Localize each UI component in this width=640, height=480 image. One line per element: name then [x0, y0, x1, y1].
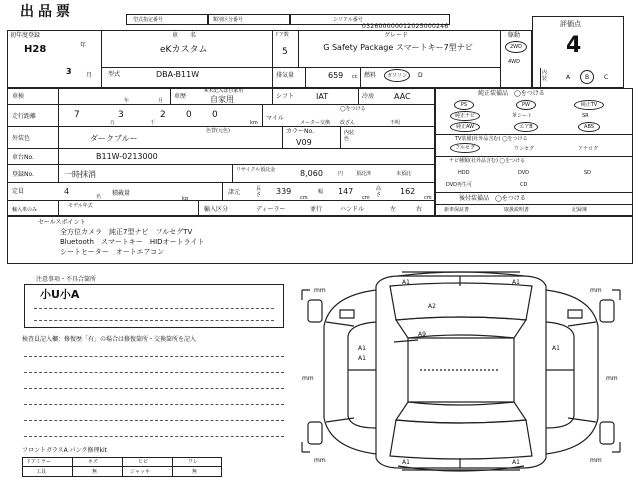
- eq-pw: PW: [516, 100, 536, 110]
- recycle-label: リサイクル預託金: [236, 167, 276, 173]
- bottom-head-2: キズ: [88, 459, 98, 465]
- inspect-year: 年: [124, 98, 130, 104]
- width-label: 幅: [318, 189, 324, 195]
- shift-value: IAT: [316, 92, 329, 101]
- door-label: ドア数: [274, 32, 289, 38]
- vin-value: B11W-0213000: [96, 152, 158, 161]
- navi-title: ナビ種類(社外品含む) ◯をつける: [435, 156, 633, 164]
- eq-abs: ABS: [578, 122, 600, 132]
- type-number-box: [126, 14, 208, 25]
- eq-sr: SR: [582, 113, 589, 119]
- model-year-label: モデル年式: [68, 203, 93, 209]
- sales-line-1: 全方位カメラ 純正7型ナビ フルセグTV: [60, 228, 193, 236]
- mm-label-6: mm: [590, 457, 602, 464]
- mileage-digit-2: 3: [118, 110, 124, 120]
- color-code-value: V09: [296, 138, 312, 147]
- import-kind-label: 輸入区分: [204, 206, 229, 213]
- score-value: 4: [566, 33, 582, 58]
- bottom-head-4: ワレ: [188, 459, 199, 465]
- mileage-digit-3: 2: [160, 110, 166, 120]
- capacity-value: 4: [64, 187, 70, 196]
- mileage-digit-4: 0: [186, 110, 192, 120]
- cc-value: 659: [328, 71, 344, 80]
- interior-c: C: [604, 74, 609, 81]
- fuel-diesel: D: [418, 72, 423, 79]
- recycle-value: 8,060: [300, 169, 323, 178]
- reg-no-label: 登録No.: [12, 171, 34, 178]
- navi-sd: SD: [584, 170, 592, 176]
- doc-warranty: 新車保証書: [444, 207, 470, 213]
- name-label: 車 名: [172, 32, 197, 39]
- cc-unit: cc: [352, 74, 358, 80]
- notes-title: 注意事項・不具合箇所: [36, 276, 97, 283]
- tv-analog: アナログ: [578, 146, 599, 152]
- mileage-man: 万: [110, 120, 116, 126]
- grade-head: グレード: [384, 32, 409, 39]
- drive-label: 駆動: [508, 32, 521, 39]
- height-label: 高さ: [376, 186, 382, 198]
- color-label: 外装色: [12, 135, 31, 142]
- mileage-digit-1: 7: [74, 110, 80, 120]
- height-value: 162: [400, 187, 416, 196]
- mm-label-5: mm: [314, 457, 326, 464]
- bottom-head-1: ドアミラー: [26, 459, 51, 465]
- model-label: 型式: [108, 71, 121, 78]
- mileage-label: 走行距離: [12, 113, 37, 120]
- meter-opt-3: 不明: [390, 120, 401, 126]
- eq-airbag: エアB: [514, 122, 538, 132]
- handle-left: 左: [390, 206, 397, 213]
- inspector-note: 検査員記入欄：修復歴「有」の場合は修復箇所・交換箇所を記入: [22, 336, 197, 343]
- fuel-cell: [360, 68, 500, 88]
- vin-label: 車台No.: [12, 154, 34, 161]
- color-code-label: カラーNo.: [286, 128, 314, 135]
- mark-a1-rear-right: A1: [512, 459, 520, 466]
- mark-a1-front-right: A1: [512, 279, 520, 286]
- mm-label-2: mm: [590, 287, 602, 294]
- grade-value: G Safety Package スマートキー7型ナビ: [323, 43, 473, 52]
- sales-title: セールスポイント: [38, 219, 86, 226]
- after-title: 後付装備品 ◯をつける: [435, 192, 633, 202]
- inspect-month: 月: [158, 98, 164, 104]
- score-label: 評価点: [560, 20, 581, 28]
- car-name: eKカスタム: [160, 45, 208, 55]
- doc-manual: 取扱説明書: [504, 207, 530, 213]
- interior-label: 内装: [542, 70, 548, 82]
- fuel-label: 燃料: [364, 72, 377, 79]
- notes-handwritten: 小U小A: [40, 288, 80, 301]
- class-number-label: 類別区分番号: [213, 17, 244, 23]
- length-unit: cm: [300, 195, 308, 201]
- color-value: ダークブルー: [90, 134, 138, 143]
- mileage-km: km: [250, 120, 258, 126]
- bottom-val-1: 工具: [36, 469, 47, 475]
- drive-2wd-circle: 2WD: [505, 41, 527, 53]
- tv-fullseg: フルセグ: [450, 143, 480, 153]
- meter-opt-2: 改ざん: [340, 120, 356, 126]
- bottom-val-2: 無: [92, 469, 98, 475]
- navi-dvdplay: DVD再生可: [446, 182, 473, 188]
- use-label: 車歴: [174, 93, 187, 100]
- doc-record: 記録簿: [572, 207, 588, 213]
- meter-note: ◯をつける: [340, 106, 366, 112]
- mileage-digit-5: 0: [212, 110, 218, 120]
- tv-title: TV装備(社外品含む) ◯をつける: [435, 134, 633, 142]
- eq-ps: PS: [454, 100, 474, 110]
- meter-opt-1: メーター交換: [300, 120, 331, 126]
- inner-color-label: 内装色: [344, 130, 355, 142]
- month-value: 3: [66, 67, 72, 76]
- cc-label: 排気量: [276, 72, 295, 79]
- dims-label: 諸元: [228, 189, 241, 196]
- reg-label: 初年度登録: [10, 32, 41, 39]
- load-label: 積載量: [112, 190, 131, 197]
- windshield-note: フロントガラスA パンク修理kit: [22, 447, 108, 454]
- mm-label-4: mm: [606, 375, 618, 382]
- mark-a1-left-rear-door: A1: [358, 355, 366, 362]
- equip-title: 純正装備品 ◯をつける: [478, 90, 545, 97]
- import-label: 輸入車のみ: [12, 207, 38, 213]
- bottom-val-4: 無: [192, 469, 198, 475]
- eq-leather: 革シート: [512, 113, 533, 119]
- mark-a9-windshield: A9: [418, 331, 426, 338]
- import-parallel: 並行: [310, 206, 323, 213]
- serial-label: シリアル番号: [333, 17, 363, 23]
- width-value: 147: [338, 187, 354, 196]
- mileage-sen: 千: [150, 120, 156, 126]
- ac-value: AAC: [394, 92, 411, 101]
- drive-4wd: 4WD: [508, 59, 520, 65]
- inspect-label: 車検: [12, 93, 25, 100]
- sales-line-3: シートヒーター オートエアコン: [60, 248, 165, 256]
- handle-label: ハンドル: [340, 206, 365, 213]
- recycle-yen: 円: [338, 171, 344, 177]
- length-label: 長さ: [256, 186, 262, 198]
- capacity-unit: 名: [96, 194, 102, 200]
- reg-no-value: 一時抹消: [64, 170, 96, 179]
- mm-label-1: mm: [314, 287, 326, 294]
- month-unit: 月: [86, 72, 93, 79]
- bottom-head-3: ヒビ: [138, 459, 149, 465]
- year-value: H28: [24, 44, 47, 55]
- length-value: 339: [276, 187, 292, 196]
- fuel-gasoline-circle: ガソリン: [384, 69, 410, 82]
- sheet-title: 出品票: [20, 4, 74, 20]
- type-number-label: 型式指定番号: [133, 17, 164, 23]
- car-damage-diagram: [290, 266, 630, 478]
- color-note: 色替(元色): [206, 128, 230, 134]
- mark-a1-rear-left: A1: [402, 459, 410, 466]
- serial-value: 032600000012025000246: [362, 23, 449, 30]
- use-value: 自家用: [210, 95, 234, 104]
- mileage-mile: マイル: [266, 115, 284, 122]
- mark-a1-right-door: A1: [552, 345, 560, 352]
- interior-a: A: [566, 74, 571, 81]
- use-note: ※未記入は自家用: [204, 88, 244, 94]
- bottom-val-3: ジャッキ: [130, 469, 150, 475]
- sales-line-2: Bluetooth スマートキー HIDオートライト: [60, 238, 205, 246]
- import-dealer: ディーラー: [256, 206, 286, 213]
- load-unit: kg: [182, 196, 189, 202]
- ac-label: 冷房: [362, 93, 375, 100]
- mm-label-3: mm: [302, 375, 314, 382]
- navi-dvd: DVD: [518, 170, 530, 176]
- shift-label: シフト: [276, 93, 295, 100]
- tv-oneseg: ワンセグ: [514, 146, 535, 152]
- navi-hdd: HDD: [458, 170, 470, 176]
- interior-b-circle: B: [580, 70, 594, 84]
- capacity-label: 定員: [12, 188, 25, 195]
- door-value: 5: [282, 47, 288, 57]
- recycle-unpaid: 未預託: [396, 171, 412, 177]
- mark-a1-left-front-door: A1: [358, 345, 366, 352]
- eq-tv: 純正TV: [574, 100, 604, 110]
- mark-a1-front-left: A1: [402, 279, 410, 286]
- model-value: DBA-B11W: [156, 70, 200, 79]
- navi-cd: CD: [520, 182, 528, 188]
- handle-right: 右: [416, 206, 423, 213]
- width-unit: cm: [362, 195, 370, 201]
- eq-navi: 純正ナビ: [450, 111, 480, 121]
- height-unit: cm: [424, 195, 432, 201]
- class-number-box: [208, 14, 290, 25]
- mark-a2-hood: A2: [428, 303, 436, 310]
- year-unit: 年: [80, 42, 87, 49]
- recycle-paid: 預託済: [356, 171, 372, 177]
- eq-aw: 純正AW: [450, 122, 480, 132]
